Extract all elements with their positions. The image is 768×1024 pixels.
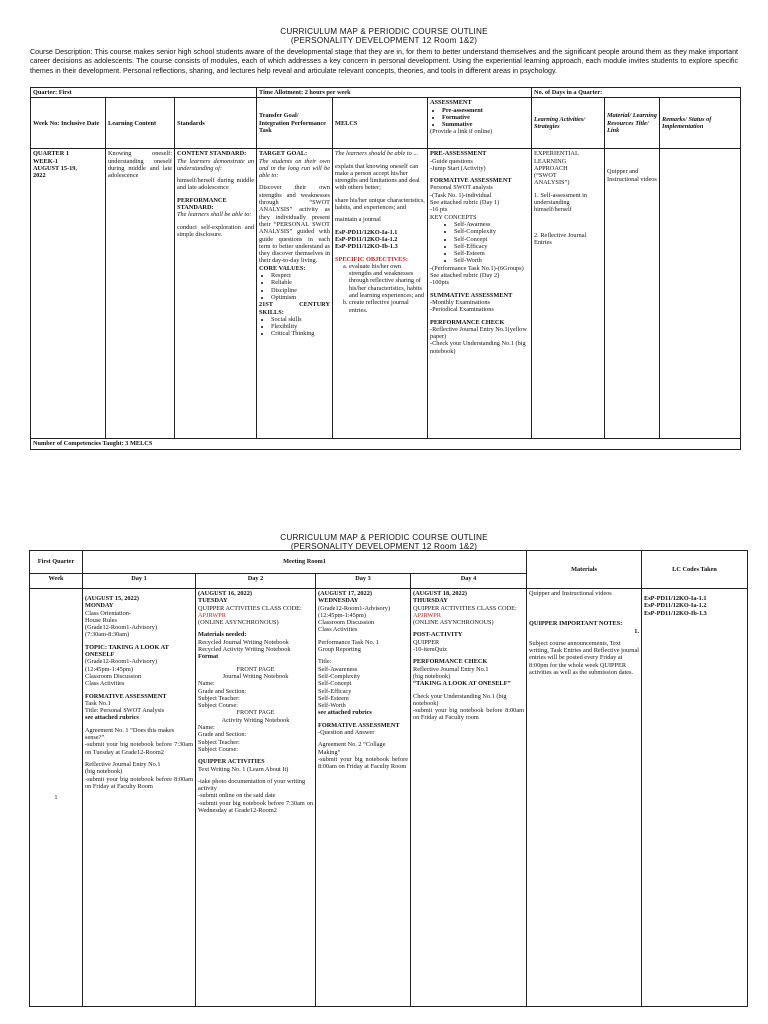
day4-weekday: THURSDAY [413,597,448,605]
summative-item: -Monthly Examinations [430,298,490,306]
formative-item: Personal SWOT analysis [430,184,493,192]
materials-needed-title: Materials needed: [198,631,247,639]
day3-agreement-item: -submit your big notebook before 8:00am on Friday at Faculty Room [318,755,408,771]
assessment-cell [428,149,532,439]
day1-formative-title: FORMATIVE ASSESSMENT [85,692,167,700]
quipper-label: QUIPPER ACTIVITIES CLASS CODE: [413,604,517,612]
quipper-activities-item: -take photo documentation of your writing activity [198,777,306,793]
day1-date: (AUGUST 15, 2022) [85,595,139,602]
week-cell [31,149,106,439]
materials-needed-item: Recycled Activity Writing Notebook [198,646,291,654]
day3-title-item: Self-Awareness [318,665,358,673]
melcs-cell [333,149,428,439]
day3-rubrics: see attached rubrics [318,709,372,717]
strategy-line: EXPERIENTIAL [534,150,579,158]
day3-title-item: Self-Efficacy [318,687,352,695]
core-values-title: CORE VALUES: [259,264,306,272]
day1-line: (Grade12-Room1-Advisory) [85,658,158,666]
formative-item: -(Task No. 1)-individual [430,191,492,199]
content-standard-text: The learners demonstrate an understanding of: [177,157,254,172]
quipper-activities-text: Text Writing No. 1 (Learn About It) [198,765,289,773]
front-page-title: FRONT PAGE [236,665,275,673]
content-standard-detail: himself/herself during middle and late adolescence [177,177,254,192]
day1-journal-line: Reflective Journal Entry No.1 [85,760,161,768]
format-label: Format [198,653,219,661]
day4-cell [411,589,527,1007]
day4-quipper-code [413,605,524,620]
front-page-field: Name: [198,680,215,688]
day1-line: (7:30am-8:30am) [85,631,130,639]
melcs-intro: The learners should be able to ... [335,150,419,158]
day4-understanding-item: -submit your big notebook before 8:00am on Friday at Faculty room [413,707,525,722]
day3-line: Class Activities [318,626,358,634]
day-header: Day 2 [196,574,316,589]
quarter-label: Quarter: First [31,88,257,98]
week-line: 2022 [33,172,46,180]
week-number: 1 [30,589,83,1007]
content-standard-title: CONTENT STANDARD: [177,150,247,158]
materials-col-cell [527,589,642,1007]
performance-points: -100pts [430,279,449,287]
core-value: • Reliable [271,279,330,286]
day1-weekday: MONDAY [85,602,114,610]
melc-code: EsP-PD11/12KO-Ia-1.1 [335,228,398,236]
quipper-notes-title: QUIPPER IMPORTANT NOTES: [529,620,623,628]
front-page-title: FRONT PAGE [236,709,275,717]
formative-title: FORMATIVE ASSESSMENT [430,177,512,185]
day3-date: (AUGUST 17, 2022) [318,590,372,597]
strategy-line: (“SWOT [534,172,557,180]
skill-item: • Critical Thinking [271,330,330,337]
week-line: WEEK-1 [33,157,58,165]
melcs-competency: explain that knowing oneself can make a person accept his/her strengths and limitations and deal with others better; [335,162,420,192]
course-description: Course Description: This course makes senior high school students aware of the developmental stage that they are in, for them to better understand themselves and the significant people around them as they make important career decisions as adolescents. The course consists of modules, each of which addresses a key concern in personal development. Using the experiential learning approach, each module invites students to explore specific themes in their development. Personal reflections, sharing, and lectures help reveal and articulate relevant concepts, theories, and tools in different areas in psychology. [30,48,738,75]
front-page-subtitle: Journal Writing Notebook [222,672,289,680]
performance-standard-detail: conduct self-exploration and simple disclosure. [177,223,254,238]
post-activity-item: -10-itemQuiz [413,646,447,654]
day-header: Day 3 [316,574,411,589]
day1-line: Classroom Discussion [85,672,142,680]
day2-online: (ONLINE ASYNCHRONOUS) [198,619,279,627]
standards-cell [175,149,257,439]
day1-line: (12:45pm-1:45pm) [85,665,133,673]
day4-check-title: PERFORMANCE CHECK [413,658,488,666]
target-goal-detail: Discover their own strengths and weaknesses through “SWOT ANALYSIS” activity as they individually present their “PERSONAL SWOT ANALYSIS” guided with guide questions in each term to better understand as they discover themselves in their day-to-day living. [259,184,330,265]
front-page-field: Grade and Section: [198,731,247,739]
summative-item: -Periodical Examinations [430,306,494,314]
day2-quipper-code [198,605,313,620]
section2-title-line1: CURRICULUM MAP & PERIODIC COURSE OUTLINE [280,533,488,542]
section1-title-line2: (PERSONALITY DEVELOPMENT 12 Room 1&2) [290,36,478,45]
day3-formative-item: -Question and Answer [318,729,375,737]
lc-code: EsP-PD11/12KO-Ia-1.1 [644,595,707,602]
front-page-field: Subject Course: [198,745,239,753]
day1-cell [83,589,196,1007]
post-activity-item: QUIPPER [413,638,440,646]
day1-agreement: Agreement No. 1 “Does this makes sense?” [85,726,175,742]
day1-line: Class Orientation- [85,609,131,617]
day3-line: Classroom Discussion [318,619,375,627]
quarter-cell: First Quarter [30,551,83,574]
front-page-field: Subject Course: [198,702,239,710]
day3-performance: Group Reporting [318,646,361,654]
key-concept: • Self-Esteem [454,250,529,257]
key-concept: • Self-Complexity [454,228,529,235]
strategy-line: ANALYSIS”) [534,179,570,187]
strategy-line: APPROACH [534,164,568,172]
day2-weekday: TUESDAY [198,597,228,605]
day1-formative-item: Title: Personal SWOT Analysis [85,707,165,715]
header-content: Learning Content [106,98,175,149]
header-standards: Standards [175,98,257,149]
materials-text: Quipper and Instructional videos [607,168,657,183]
day4-check-item: (big notebook) [413,672,451,680]
header-transfer: Transfer Goal/ Integration Performance Task [257,98,333,149]
skill-item: • Flexibility [271,323,330,330]
week-line: QUARTER 1 [33,150,69,158]
key-concept: • Self-Efficacy [454,243,529,250]
class-code: APJRWPR [413,611,441,619]
day1-rubrics: see attached rubrics [85,714,139,722]
day3-title-label: Title: [318,658,332,666]
day3-performance: Performance Task No. 1 [318,638,379,646]
day3-title-item: Self-Worth [318,702,346,710]
performance-standard-title: PERFORMANCE STANDARD: [177,196,227,212]
performance-rubric: See attached rubric (Day 2) [430,272,500,280]
day4-online: (ONLINE ASYNCHRONOUS) [413,619,494,627]
time-allotment: Time Allotment: 2 hours per week [257,88,532,98]
strategy-step: 2. Reflective Journal Entries [534,231,587,246]
core-value: • Respect [271,272,330,279]
day4-understanding: Check your Understanding No.1 (big notebook) [413,692,507,707]
header-strategies: Learning Activities/ Strategies [532,98,605,149]
header-materials: Material/ Learning Resources Title/ Link [605,98,660,149]
specific-objectives-title: SPECIFIC OBJECTIVES: [335,255,408,263]
day-header: Day 1 [83,574,196,589]
performance-check-item: -Reflective Journal Entry No.1(yellow paper) [430,325,527,341]
quipper-label: QUIPPER ACTIVITIES CLASS CODE: [198,604,302,612]
learning-content-cell: Knowing oneself: understanding oneself during middle and late adolescence [106,149,175,439]
performance-standard-text: The learners shall be able to: [177,211,252,219]
day4-topic: “TAKING A LOOK AT ONESELF” [413,680,511,688]
section2-header [0,533,768,551]
day1-topic: TOPIC: TAKING A LOOK AT ONESELF [85,643,169,659]
day4-date: (AUGUST 18, 2022) [413,590,467,597]
quipper-notes-text: Subject course announcements, Text writing, Task Entries and Reflective journal entries will be posted every Friday at 8:00pm for the whole week QUIPPER activities as well as the submission dates. [529,639,639,677]
strategy-line: LEARNING [534,157,567,165]
pre-assessment-title: PRE-ASSESSMENT [430,150,487,158]
post-activity-title: POST-ACTIVITY [413,631,463,639]
quipper-activities-title: QUIPPER ACTIVITIES [198,758,265,766]
day1-formative-item: Task No.1 [85,699,111,707]
remarks-cell [660,149,741,439]
performance-check-title: PERFORMANCE CHECK [430,318,505,326]
meeting-room: Meeting Room1 [83,551,527,574]
quipper-notes-number: 1. [634,627,640,635]
summative-title: SUMMATIVE ASSESSMENT [430,291,513,299]
formative-item: -16 pts [430,206,448,214]
specific-objective: a. evaluate his/her own strengths and weaknesses through reflective sharing of his/her characteristics, habits and learning experiences; and [349,263,425,299]
melcs-competency: maintain a journal [335,216,381,224]
pre-assessment-item: -Jump Start (Activity) [430,164,486,172]
day1-line: House Rules [85,616,118,624]
assess-item: • Formative [442,114,529,121]
class-code: APJRWPR [198,611,226,619]
competencies-footer: Number of Competencies Taught: 3 MELCS [31,439,741,449]
materials-cell [605,149,660,439]
formative-item: See attached rubric (Day 1) [430,199,500,207]
performance-check-item: -Check your Understanding No.1 (big notebook) [430,340,526,355]
week-line: AUGUST 15-19, [33,164,77,172]
target-goal-title: TARGET GOAL: [259,150,308,158]
key-concepts-title: KEY CONCEPTS [430,213,477,221]
lc-codes-header: LC Codes Taken [642,551,748,589]
day3-title-item: Self-Concept [318,680,352,688]
day4-check-item: Reflective Journal Entry No.1 [413,665,489,673]
front-page-field: Subject Teacher: [198,738,240,746]
curriculum-map-table [30,87,741,450]
specific-objective: b. create reflective journal entries. [349,299,425,314]
assess-item: • Summative [442,121,529,128]
materials-text: Quipper and Instructional videos [529,590,612,597]
section1-title-line1: CURRICULUM MAP & PERIODIC COURSE OUTLINE [280,27,488,36]
day3-formative-title: FORMATIVE ASSESSMENT [318,721,400,729]
section2-title-line2: (PERSONALITY DEVELOPMENT 12 Room 1&2) [290,542,478,551]
pre-assessment-item: -Guide questions [430,157,473,165]
core-value: • Optimism [271,294,330,301]
days-in-quarter: No. of Days in a Quarter: [532,88,741,98]
key-concept: • Self-Worth [454,257,529,264]
day-header: Day 4 [411,574,527,589]
strategy-step: 1. Self-assessment in understanding himself/herself [534,191,588,214]
performance-task: -(Performance Task No.1)-(6Groups) [430,264,524,272]
day1-journal-line: (big notebook) [85,768,123,776]
melcs-competency: share his/her unique characteristics, habits, and experiences; and [335,196,425,212]
key-concept: • Self-Concept [454,236,529,243]
materials-needed-item: Recycled Journal Writing Notebook [198,638,289,646]
header-remarks: Remarks/ Status of Implementation [660,98,741,149]
quipper-activities-item: -submit your big notebook before 7:30am on Wednesday at Grade12-Room2 [198,799,313,815]
assess-item: • Pre-assessment [442,107,529,114]
day2-date: (AUGUST 16, 2022) [198,590,252,597]
day3-weekday: WEDNESDAY [318,597,359,605]
front-page-field: Name: [198,724,215,732]
lc-code: EsP-PD11/12KO-Ib-1.3 [644,609,707,617]
header-week: Week No: Inclusive Date [31,98,106,149]
skills-title: 21ST CENTURY SKILLS: [259,301,330,316]
melc-code: EsP-PD11/12KO-Ia-1.2 [335,235,398,243]
day3-title-item: Self-Esteem [318,694,349,702]
quipper-activities-item: -submit online on the said date [198,792,276,800]
target-goal-text: The students on their own and in the long run will be able to: [259,157,330,180]
front-page-subtitle: Activity Writing Notebook [221,716,290,724]
lc-code: EsP-PD11/12KO-Ia-1.2 [644,602,707,610]
day3-cell [316,589,411,1007]
strategies-cell [532,149,605,439]
day3-line: (Grade12-Room1-Advisory) [318,604,391,612]
melc-code: EsP-PD11/12KO-Ib-1.3 [335,243,398,251]
weekly-outline-table [29,550,748,1007]
core-value: • Discipline [271,287,330,294]
key-concept: • Self-Awarness [454,221,529,228]
front-page-field: Subject Teacher: [198,694,240,702]
front-page-field: Grade and Section: [198,687,247,695]
lc-codes-cell [642,589,748,1007]
day3-title-item: Self-Complexity [318,672,360,680]
materials-header: Materials [527,551,642,589]
day1-line: (Grade12-Room1-Advisory) [85,624,158,632]
day1-journal-line: -submit your big notebook before 8:00am on Friday at Faculty Room [85,775,193,790]
header-assessment [428,98,532,149]
assess-note: (Provide a link if online) [430,128,493,136]
section1-header [0,27,768,76]
day3-agreement: Agreement No. 2 “Collage Making” [318,741,386,756]
transfer-goal-cell [257,149,333,439]
assess-title: ASSESSMENT [430,99,472,107]
header-melcs: MELCS [333,98,428,149]
day3-line: (12:45pm-1:45pm) [318,611,366,619]
skill-item: • Social skills [271,316,330,323]
day1-agreement-item: -submit your big notebook before 7:30am on Tuesday at Grade12-Room2 [85,741,193,756]
day1-line: Class Activities [85,680,125,688]
week-header: Week [30,574,83,589]
day2-cell [196,589,316,1007]
